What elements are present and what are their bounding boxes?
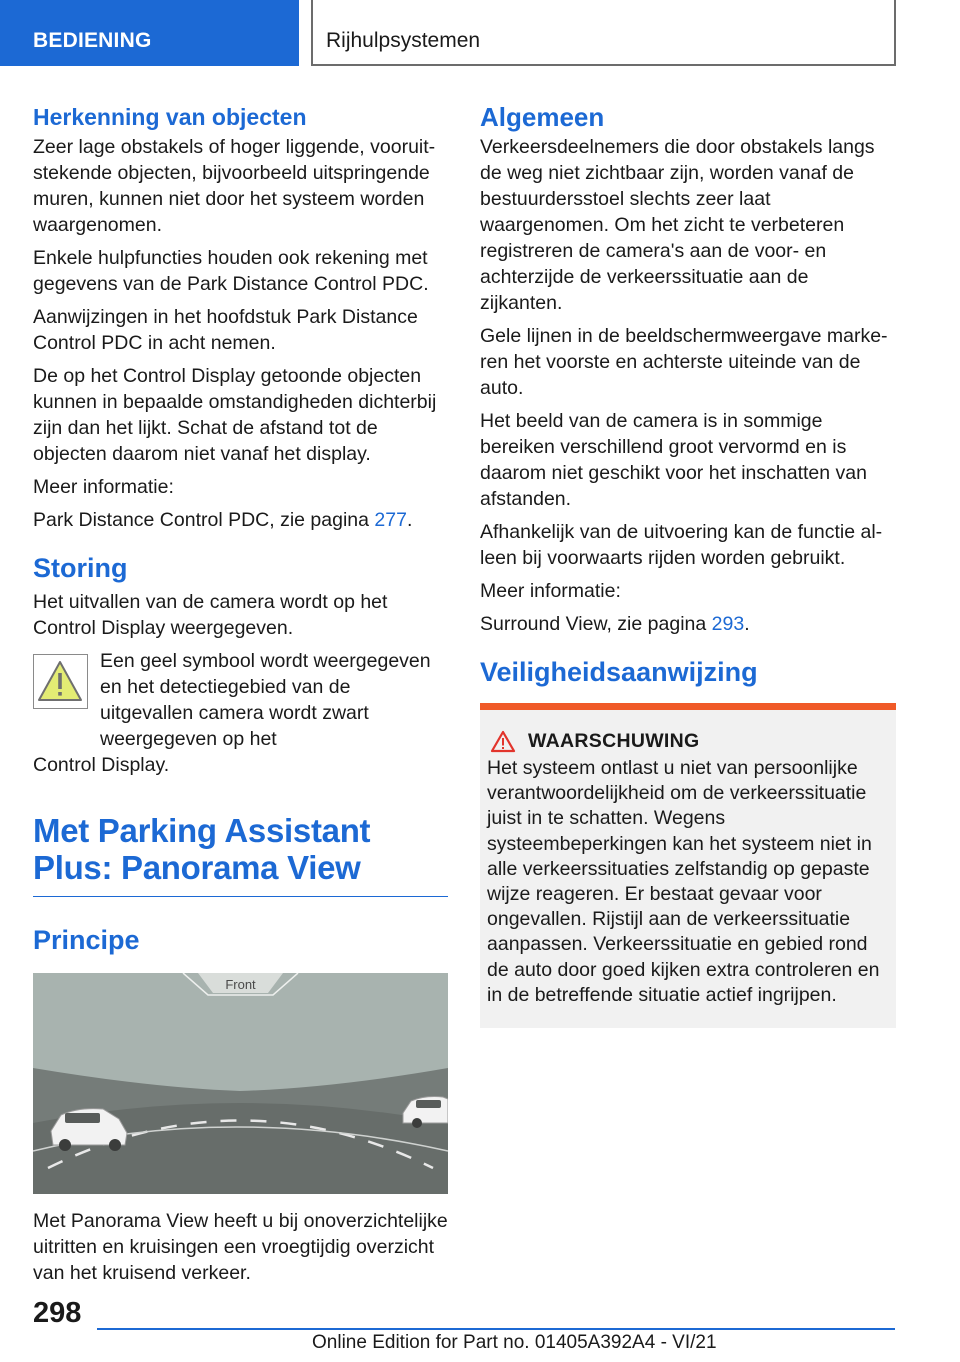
chapter-tab (311, 0, 896, 66)
left-column (33, 98, 448, 1293)
paragraph-page-reference (33, 507, 448, 533)
paragraph: Aanwijzingen in het hoofdstuk Park Distance Control PDC in acht nemen. (33, 306, 418, 354)
warning-title: WAARSCHUWING (528, 730, 700, 752)
reference-text: Park Distance Control PDC, zie pagina (33, 509, 375, 531)
paragraph: Het uitvallen van de camera wordt op het Control Display weergegeven. (33, 591, 388, 639)
warning-box (480, 703, 896, 1028)
page-number: 298 (33, 1297, 82, 1329)
paragraph: Meer informatie: (480, 580, 621, 602)
paragraph: Zeer lage obstakels of hoger liggende, vooruitstekende objecten, bijvoorbeeld uitspringende muren, kunnen niet door het systeem worden waargenomen. (33, 136, 436, 236)
paragraph: Verkeersdeelnemers die door obstakels langs de weg niet zichtbaar zijn, worden vanaf de bestuurdersstoel slechts zeer laat waargenomen. Om het zicht te verbeteren registreren de camera's aan de voor- en achterzijde de verkeerssituatie aan de zijkanten. (480, 136, 875, 314)
paragraph: Meer informatie: (33, 476, 174, 498)
warning-triangle-icon (490, 730, 516, 753)
paragraph: De op het Control Display getoonde objecten kunnen in bepaalde omstandigheden dichterbij zijn dan het lijkt. Schat de afstand tot de objecten daarom niet vanaf het display. (33, 365, 437, 465)
section-title: BEDIENING (33, 29, 152, 52)
section-tab (0, 0, 299, 66)
page-link-293[interactable]: 293 (711, 613, 745, 635)
heading-panorama-view: Met Parking Assistant Plus: Panorama View (33, 812, 448, 897)
paragraph: Gele lijnen in de beeldschermweergave markeren het voorste en achterste uiteinde van de auto. (480, 325, 888, 399)
footer-edition: Online Edition for Part no. 01405A392A4 - VI/21 (312, 1332, 717, 1353)
image-caption: Met Panorama View heeft u bij onoverzichtelijke uitritten en kruisingen een vroegtijdig overzicht van het kruisend verkeer. (33, 1210, 448, 1284)
heading-storing: Storing (33, 553, 128, 583)
heading-object-detection: Herkenning van objecten (33, 104, 307, 130)
page-link-277[interactable]: 277 (374, 509, 407, 531)
paragraph: Afhankelijk van de uitvoering kan de functie alleen bij voorwaarts rijden worden gebruikt. (480, 521, 883, 569)
notice-text: Een geel symbool wordt weergegeven en het detectiegebied van de uitgevallen camera wordt zwart weergegeven op het (100, 650, 431, 750)
paragraph: Het beeld van de camera is in sommige bereiken verschillend groot vervormd en is daarom niet geschikt voor het inschatten van afstanden. (480, 410, 867, 510)
warning-notice (33, 648, 448, 778)
notice-text-continued: Control Display. (33, 754, 170, 776)
front-label: Front (225, 977, 256, 992)
warning-header (487, 730, 888, 753)
heading-principe: Principe (33, 925, 140, 955)
reference-end: . (744, 613, 750, 635)
warning-symbol-icon (33, 654, 88, 709)
paragraph-page-reference (480, 611, 896, 637)
heading-safety: Veiligheidsaanwijzing (480, 657, 758, 687)
panorama-view-image (33, 973, 448, 1194)
footer-divider (97, 1328, 895, 1330)
right-column (480, 98, 896, 1028)
warning-text: Het systeem ontlast u niet van persoonlijke verantwoordelijkheid om de verkeerssituatie juist in te schatten. Wegens systeembeperkingen kan het systeem niet in alle verkeerssituaties zelfstandig op gepaste wijze reageren. Er bestaat gevaar voor ongevallen. Rijstijl aan de verkeerssituatie aanpassen. Verkeerssituatie en gebied rond de auto door goed kijken extra controleren en in de betreffende situatie actief ingrijpen. (487, 757, 880, 1006)
reference-text: Surround View, zie pagina (480, 613, 712, 635)
reference-end: . (406, 509, 413, 531)
paragraph: Enkele hulpfuncties houden ook rekening met gegevens van de Park Distance Control PDC. (33, 247, 429, 295)
heading-algemeen: Algemeen (480, 102, 605, 132)
chapter-title: Rijhulpsystemen (326, 29, 481, 52)
